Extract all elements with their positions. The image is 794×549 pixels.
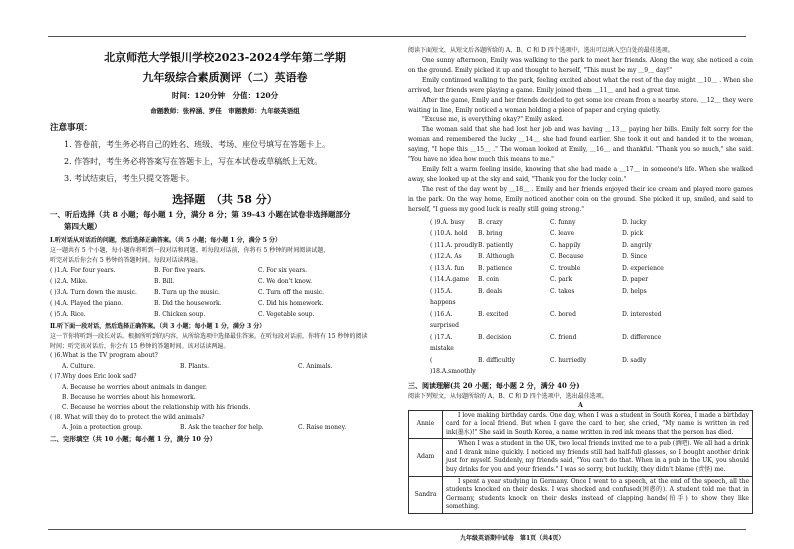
cloze-option[interactable]: C. park xyxy=(550,276,573,283)
cloze-option[interactable]: ( )11.A. proudly xyxy=(430,241,478,249)
question-option[interactable]: ( )4.A. Played the piano. xyxy=(50,300,124,307)
cloze-option[interactable]: D. lucky xyxy=(622,218,647,226)
cloze-option[interactable]: B. bring xyxy=(478,230,503,237)
part2-title: 二、完形填空（共 10 小题；每小题 1 分，满分 10 分） xyxy=(50,434,217,443)
sub1-title: Ⅰ.听对话从对话后的问题，然后选择正确答案。（共 5 小题；每小题 1 分，满分 5 分） xyxy=(50,237,281,244)
passage-label: A xyxy=(578,401,583,409)
cloze-option-row xyxy=(408,251,753,263)
question-option[interactable]: ( )5.A. Rice. xyxy=(50,311,86,318)
sub2-desc: 这一节你将听到一段长对话。根据所听到的内容，从所给选项中选择最佳答案。在听每段对话前，你将有 15 秒钟的阅读 xyxy=(50,333,368,340)
question-option[interactable]: B. Ask the teacher for help. xyxy=(180,424,264,431)
left-column xyxy=(50,46,400,445)
cloze-paragraph: Emily felt a warm feeling inside, knowing that she had made a ＿17＿ in someone's life. When she walked away, she looked up at the sky and said, "Thank you for the lucky coin." xyxy=(408,165,753,183)
cloze-option-row xyxy=(408,286,753,309)
notice-item: 2. 作答时，考生务必将答案写在答题卡上，写在本试卷或草稿纸上无效。 xyxy=(64,157,323,166)
cloze-option[interactable]: B. deals xyxy=(478,287,503,295)
cloze-option[interactable]: C. bored xyxy=(550,310,576,318)
question-option[interactable]: C. For six years. xyxy=(258,267,308,274)
question-option[interactable]: C. Did his homework. xyxy=(258,300,324,307)
cloze-option-row xyxy=(408,332,753,355)
person-name: Annie xyxy=(409,410,443,439)
cloze-option[interactable]: C. leave xyxy=(550,230,575,237)
question-row xyxy=(50,298,400,309)
cloze-option[interactable]: B. excited xyxy=(478,310,509,318)
cloze-paragraph: The rest of the day went by ＿18＿ . Emily and her friends enjoyed their ice cream and played more games in the park. On the way home, Emily noticed another coin on the ground. She picked it up, smiled, and said to herself, "I guess my good luck is really still going strong." xyxy=(408,185,753,213)
cloze-option[interactable]: C. happily xyxy=(550,241,581,249)
question-row xyxy=(50,423,400,434)
cloze-option[interactable]: ( )9.A. busy xyxy=(430,218,465,226)
cloze-option[interactable]: C. trouble xyxy=(550,264,581,272)
question-option[interactable]: A. Join a protection group. xyxy=(62,424,143,431)
selection-section-title: 选择题 （共 58 分） xyxy=(172,193,278,206)
cloze-paragraph: Emily continued walking to the park, feeling excited about what the rest of the day might ＿10＿ . When she arrived, her friends were playing a game. Emily joined them ＿11＿ and had a great time. xyxy=(408,76,753,94)
question-option[interactable]: B. Turn up the music. xyxy=(154,289,220,296)
question-option[interactable]: C. Turn off the music. xyxy=(258,289,325,296)
question-option[interactable]: B. Bill. xyxy=(154,278,175,285)
sub2-desc: 时间；听完该对话后，你会有 15 秒钟的答题时间。该对话读两遍。 xyxy=(50,342,230,350)
person-story: I love making birthday cards. One day, when I was a student in South Korea, I made a birthday card for a local friend. But when I gave the card to her, she cried, "My name is written in red ink(墨水)!" She said in South Korea, a name written in red ink means that the person has died. xyxy=(443,410,753,439)
cloze-option[interactable]: ( )13.A. fun xyxy=(430,264,465,272)
cloze-options xyxy=(408,217,753,378)
cloze-option-row xyxy=(408,240,753,252)
question-option[interactable]: ( )3.A. Turn down the music. xyxy=(50,289,137,296)
cloze-option[interactable]: D. helps xyxy=(622,287,647,295)
table-row xyxy=(409,410,753,439)
cloze-option[interactable]: C. hurriedly xyxy=(550,356,587,364)
question-option[interactable]: A. Because he worries about animals in danger. xyxy=(62,383,207,391)
question-option[interactable]: ( )2.A. Mike. xyxy=(50,278,88,285)
cloze-option-row xyxy=(408,263,753,275)
cloze-option-row xyxy=(408,309,753,332)
cloze-option[interactable]: B. decision xyxy=(478,333,512,341)
cloze-option[interactable]: ( )18.A.smoothly xyxy=(430,356,476,375)
person-story: I spent a year studying in Germany. Once I went to a speech, at the end of the speech, all the students knocked on their desks. I was shocked and confused(困惑的). A student told me that in Germany, students knock on their desks instead of clapping hands(拍手) to show they like something. xyxy=(443,476,753,513)
question-option[interactable]: C. Because he worries about the relationship with his friends. xyxy=(62,403,251,411)
cloze-option[interactable]: D. difference xyxy=(622,333,662,341)
notice-item: 3. 考试结束后，考生只提交答题卡。 xyxy=(64,174,195,183)
cloze-option[interactable]: B. Although xyxy=(478,253,514,260)
cloze-option[interactable]: ( )10.A. hold xyxy=(430,230,468,237)
part1-title-cont: 第四大题） xyxy=(64,222,102,231)
cloze-option[interactable]: ( )12.A. As xyxy=(430,253,462,260)
cloze-option[interactable]: D. sadly xyxy=(622,356,647,364)
cloze-option-row xyxy=(408,228,753,240)
cloze-option[interactable]: B. crazy xyxy=(478,218,503,226)
question-option[interactable]: C. Animals. xyxy=(298,362,333,370)
question-row xyxy=(50,287,400,298)
cloze-option[interactable]: ( )14.A.game xyxy=(430,276,470,283)
cloze-paragraph: The woman said that she had lost her job and was having ＿13＿ paying her bills. Emily felt sorry for the woman and remembered the lucky ＿14＿ she had found earlier. She took it out and handed it to the woman, saying, "I hope this ＿15＿ ." The woman looked at Emily, ＿16＿ and thankful. "Thank you so much," she said. "You have no idea how much this means to me." xyxy=(408,126,753,164)
cloze-option-row xyxy=(408,217,753,229)
question-option[interactable]: B. Plants. xyxy=(180,362,210,370)
notice-title: 注意事项： xyxy=(50,123,93,133)
cloze-option[interactable]: B. patience xyxy=(478,264,513,272)
cloze-option[interactable]: C. friend xyxy=(550,333,577,341)
cloze-option[interactable]: C. Because xyxy=(550,253,584,260)
cloze-option[interactable]: B. patiently xyxy=(478,241,514,249)
cloze-option[interactable]: D. pick xyxy=(622,230,644,237)
person-name: Adam xyxy=(409,439,443,476)
question-row xyxy=(50,309,400,320)
cloze-paragraph: One sunny afternoon, Emily was walking to the park to meet her friends. Along the way, she noticed a coin on the ground. Emily picked it up and thought to herself, "This must be my ＿9＿ day!" xyxy=(408,57,753,74)
part3-title: 三、阅读理解(共 20 小题；每小题 2 分，满分 40 分) xyxy=(408,380,580,390)
cloze-option[interactable]: C. takes xyxy=(550,287,575,295)
question-stem: ( )8. What will they do to protect the wild animals? xyxy=(50,413,205,421)
cloze-option-row xyxy=(408,355,753,378)
sub1-desc: 听完对话后你会有 5 秒钟的答题时间。每段对话读两遍。 xyxy=(50,256,202,264)
question-option[interactable]: A. Culture. xyxy=(62,362,96,370)
question-option[interactable]: C. We don't know. xyxy=(258,278,313,285)
cloze-paragraph: "Excuse me, is everything okay?" Emily asked. xyxy=(422,116,564,124)
cloze-option[interactable]: C. funny xyxy=(550,218,576,226)
table-row xyxy=(409,439,753,476)
cloze-option[interactable]: D. paper xyxy=(622,276,649,283)
cloze-option[interactable]: ( )17.A. mistake xyxy=(430,333,454,352)
cloze-option[interactable]: B. coin xyxy=(478,276,499,283)
sub2-title: Ⅱ.听下面一段对话，然后选择正确答案。（共 3 小题；每小题 1 分，满分 3 分） xyxy=(50,323,266,330)
top-divider xyxy=(48,36,746,37)
exam-title: 九年级综合素质测评（二）英语卷 xyxy=(142,71,308,84)
question-row xyxy=(50,362,400,373)
right-column xyxy=(408,46,753,514)
question-row xyxy=(50,276,400,287)
question-option[interactable]: B. For five years. xyxy=(154,267,206,274)
exam-teachers: 命题教师：张梓涵、罗佳 审题教师：九年级英语组 xyxy=(150,107,300,115)
question-option[interactable]: B. Did the housework. xyxy=(154,300,222,307)
school-title: 北京师范大学银川学校2023-2024学年第二学期 xyxy=(104,51,346,64)
cloze-option[interactable]: D. Since xyxy=(622,253,648,260)
table-row xyxy=(409,476,753,513)
question-option[interactable]: C. Vegetable soup. xyxy=(258,311,315,318)
cloze-option[interactable]: B. difficultly xyxy=(478,356,516,364)
reading-table xyxy=(408,410,753,515)
question-stem: ( )6.What is the TV program about? xyxy=(50,352,158,359)
question-row xyxy=(50,265,400,276)
question-option[interactable]: C. Raise money. xyxy=(298,424,347,431)
cloze-option[interactable]: D. interested xyxy=(622,310,662,318)
person-name: Sandra xyxy=(409,476,443,513)
question-option[interactable]: ( )1.A. For four years. xyxy=(50,267,116,274)
exam-info: 时间：120分钟 分值：120分 xyxy=(171,91,279,100)
question-stem: ( )7.Why does Eric look sad? xyxy=(50,373,137,380)
reading-intro: 阅读下列短文，从每题所给的 A、B、C 和 D 四个选项中，选出最佳选项。 xyxy=(408,392,608,400)
cloze-option[interactable]: ( )15.A. happens xyxy=(430,287,456,306)
cloze-paragraph: After the game, Emily and her friends decided to get some ice cream from a nearby store. ＿12＿ they were waiting in line, Emily noticed a woman holding a piece of paper and crying quietly. xyxy=(408,96,753,114)
question-option[interactable]: B. Because he worries about his homework. xyxy=(62,393,196,401)
notice-item: 1. 答卷前，考生务必将自己的姓名、班级、考场、座位号填写在答题卡上。 xyxy=(64,140,331,149)
cloze-option[interactable]: ( )16.A. surprised xyxy=(430,310,459,329)
question-option[interactable]: B. Chicken soup. xyxy=(154,311,206,318)
cloze-option-row xyxy=(408,274,753,286)
bottom-divider xyxy=(48,529,746,530)
person-story: When I was a student in the UK, two local friends invited me to a pub (酒吧). We all had a drink and I drank mine quickly. I noticed my friends still had half-full glasses, so I bought another drink just for myself. Suddenly, my friends said, "You can't do that. When in a pub in the UK, you should buy drinks for you and your friends." I was so sorry, but luckily, they didn't blame (责怪) me. xyxy=(443,439,753,476)
page-footer: 九年级英语期中试卷 第1页（共4页） xyxy=(460,535,565,542)
cloze-option[interactable]: D. angrily xyxy=(622,241,652,249)
part1-title: 一、听后选择（共 8 小题；每小题 1 分，满分 8 分；第 39-43 小题在试卷非选择题部分 xyxy=(50,210,351,219)
cloze-intro: 阅读下面短文，从短文后各题所给的 A、B、C 和 D 四个选项中，选出可以填入空白处的最佳选项。 xyxy=(408,47,674,54)
cloze-option[interactable]: D. experience xyxy=(622,264,664,272)
sub1-desc: 这一题共有 5 个小题，每小题你将听到一段对话和问题。听每段对话前，你将有 5 秒钟的时间阅读试题， xyxy=(50,247,330,254)
